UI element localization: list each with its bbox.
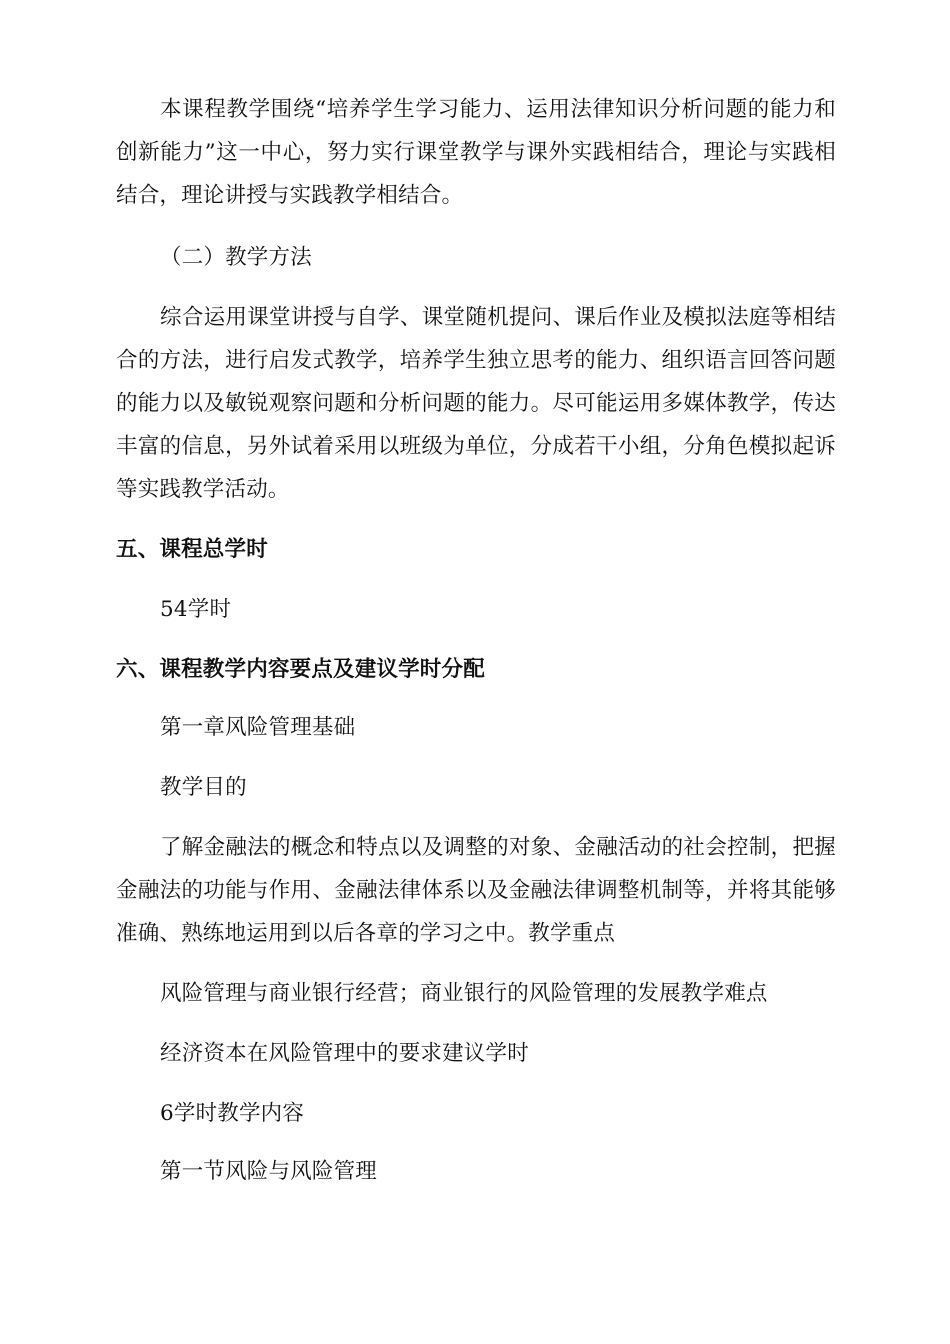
objective-label: 教学目的 — [160, 775, 247, 800]
section-title-risk: 第一节风险与风险管理 — [160, 1159, 378, 1184]
paragraph-teaching-method: 综合运用课堂讲授与自学、课堂随机提问、课后作业及模拟法庭等相结合的方法，进行启发式教学，培养学生独立思考的能力、组织语言回答问题的能力以及敏锐观察问题和分析问题的能力。尽可能运用多媒体教学，传达丰富的信息，另外试着采用以班级为单位，分成若干小组，分角色模拟起诉等实践教学活动。 — [116, 305, 836, 502]
paragraph-difficulty: 经济资本在风险管理中的要求建议学时 — [160, 1041, 529, 1066]
section-heading-content-allocation: 六、课程教学内容要点及建议学时分配 — [116, 657, 485, 682]
paragraph-key-points: 风险管理与商业银行经营；商业银行的风险管理的发展教学难点 — [160, 981, 768, 1006]
chapter-title: 第一章风险管理基础 — [160, 715, 356, 740]
paragraph-teaching-principle: 本课程教学围绕“培养学生学习能力、运用法律知识分析问题的能力和创新能力”这一中心，努力实行课堂教学与课外实践相结合，理论与实践相结合，理论讲授与实践教学相结合。 — [116, 97, 836, 208]
subheading-teaching-method: （二）教学方法 — [160, 245, 312, 270]
paragraph-hours-content: 6学时教学内容 — [160, 1101, 305, 1126]
paragraph-objective: 了解金融法的概念和特点以及调整的对象、金融活动的社会控制，把握金融法的功能与作用、金融法律体系以及金融法律调整机制等，并将其能够准确、熟练地运用到以后各章的学习之中。教学重点 — [116, 835, 836, 946]
section-heading-total-hours: 五、课程总学时 — [116, 537, 268, 562]
total-hours-value: 54学时 — [160, 597, 232, 622]
